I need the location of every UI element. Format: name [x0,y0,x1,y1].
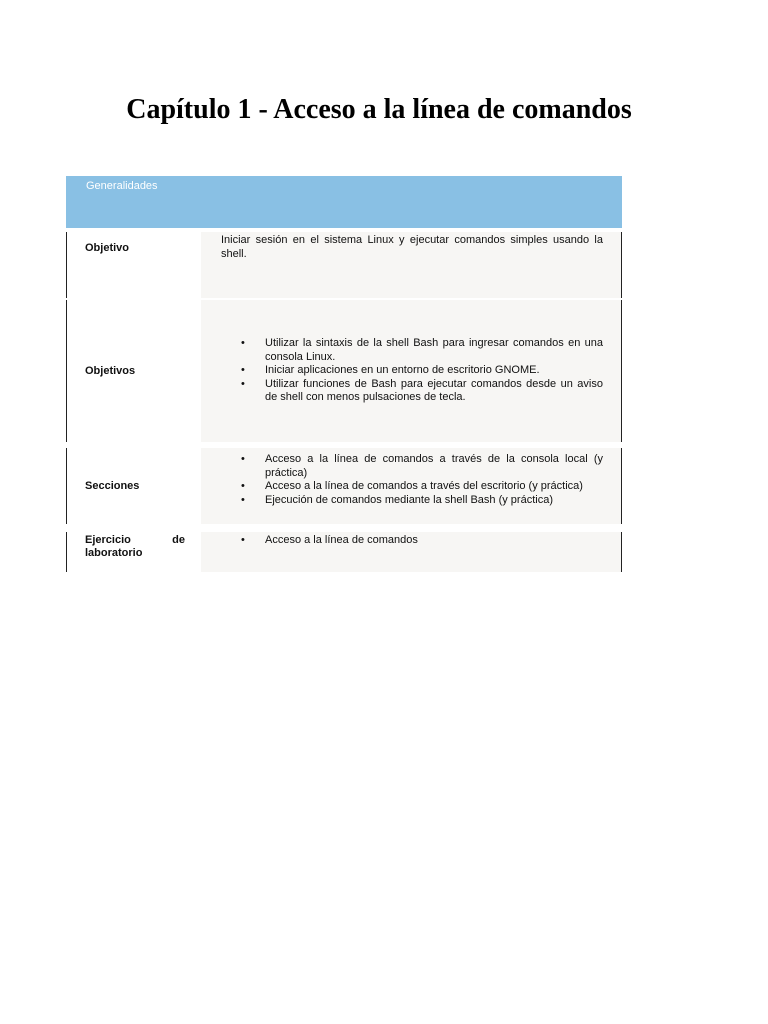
objetivos-list [201,337,603,405]
row-content-secciones [201,448,621,524]
table-header [66,176,622,228]
row-content-objetivo: Iniciar sesión en el sistema Linux y ejecutar comandos simples usando la shell. [201,232,621,298]
row-label-objetivos: Objetivos [67,300,201,442]
table-row-secciones [66,448,622,524]
table-header-label: Generalidades [86,180,158,192]
page-title: Capítulo 1 - Acceso a la línea de comandos [126,94,632,125]
row-content-objetivos [201,300,621,442]
overview-table [66,176,622,572]
ejercicio-list [201,534,603,548]
secciones-list [201,453,603,507]
table-row-objetivos [66,300,622,442]
list-item: • Acceso a la línea de comandos a través del escritorio (y práctica) [201,480,603,494]
list-item: • Acceso a la línea de comandos a través de la consola local (y práctica) [201,453,603,480]
list-item: • Ejecución de comandos mediante la shell Bash (y práctica) [201,494,603,508]
table-row-ejercicio [66,532,622,572]
table-row-objetivo [66,232,622,298]
row-label-secciones: Secciones [67,448,201,524]
row-label-objetivo: Objetivo [67,232,201,298]
row-label-ejercicio: Ejercicio de laboratorio [67,532,201,572]
list-item: • Utilizar la sintaxis de la shell Bash para ingresar comandos en una consola Linux. [201,337,603,364]
list-item: • Acceso a la línea de comandos [201,534,603,548]
list-item: • Iniciar aplicaciones en un entorno de escritorio GNOME. [201,364,603,378]
row-content-ejercicio [201,532,621,572]
list-item: • Utilizar funciones de Bash para ejecutar comandos desde un aviso de shell con menos pulsaciones de tecla. [201,378,603,405]
